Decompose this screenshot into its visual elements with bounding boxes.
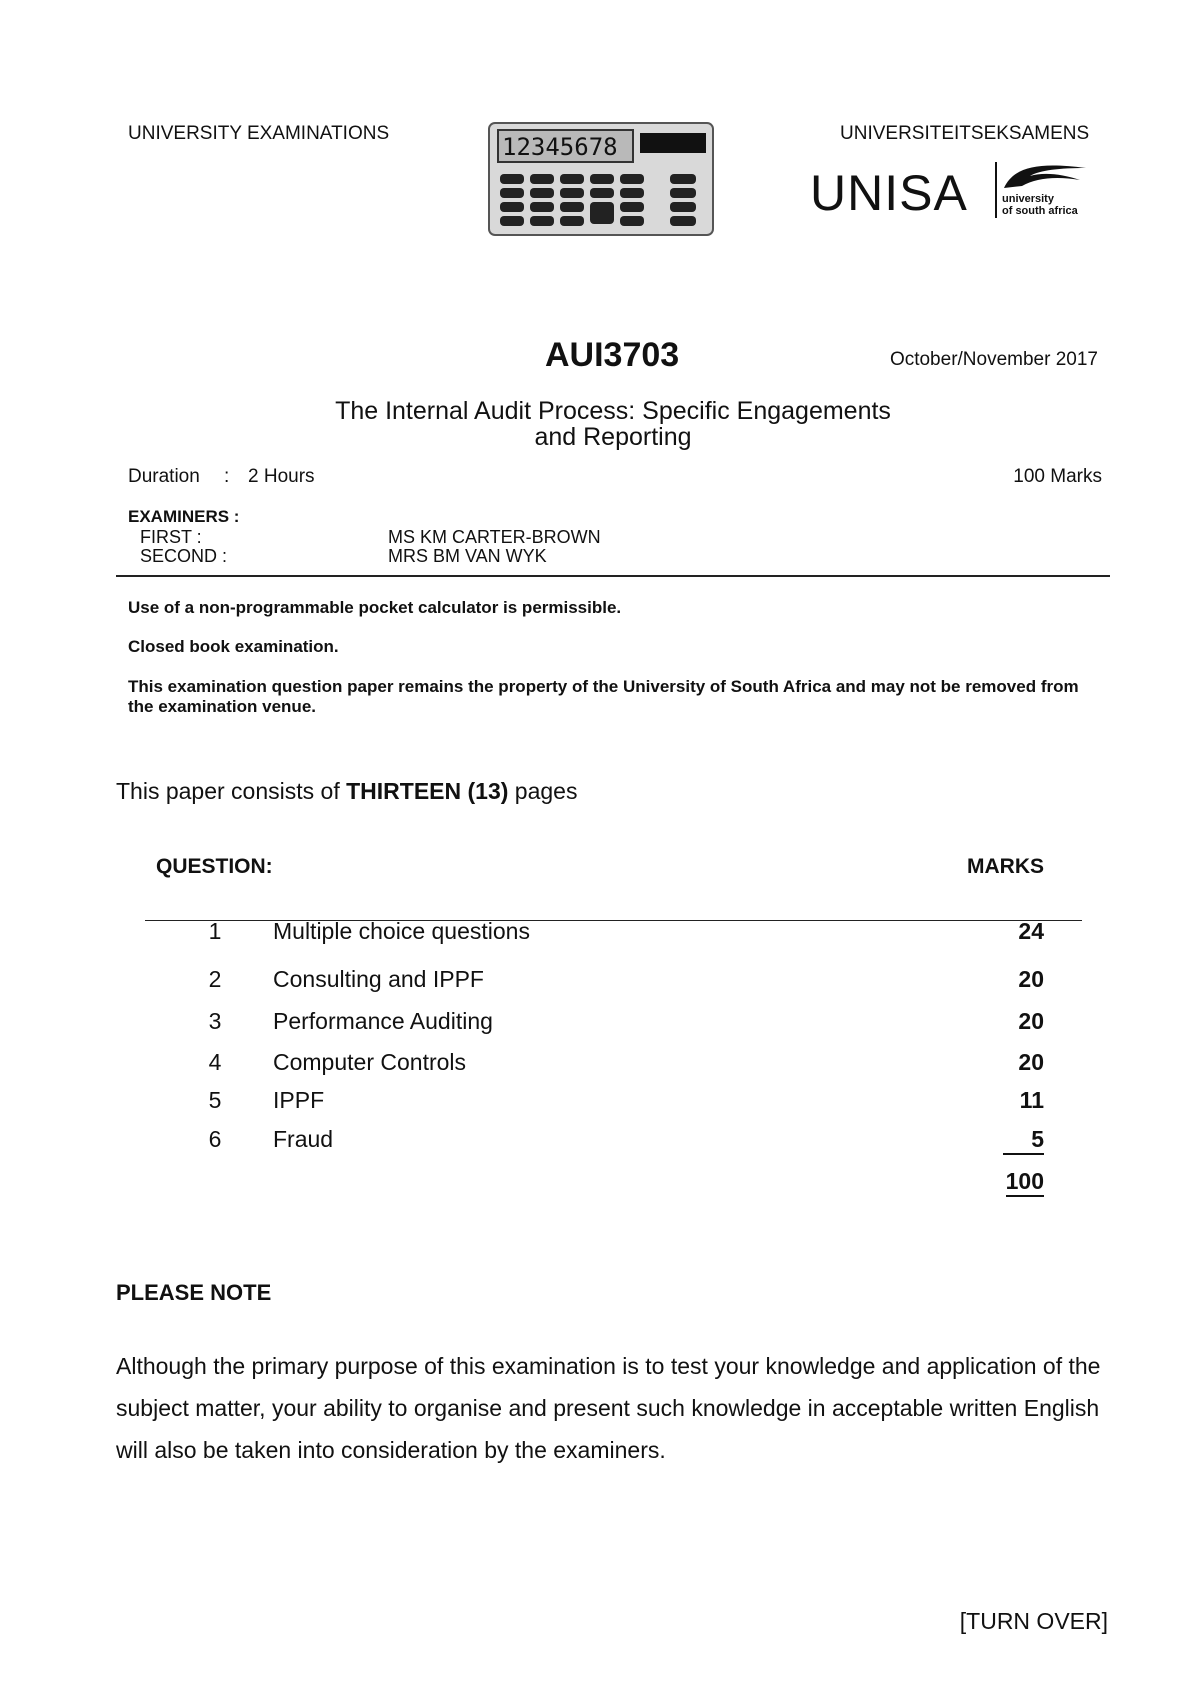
total-marks: 100 Marks [1013,466,1102,487]
header-divider [116,575,1110,577]
question-description: Consulting and IPPF [273,966,484,992]
header-left-text: UNIVERSITY EXAMINATIONS [128,123,390,144]
question-marks: 20 [1018,1008,1044,1034]
turn-over-label: [TURN OVER] [959,1608,1108,1634]
question-marks: 24 [1018,918,1044,944]
second-examiner-label: SECOND : [140,546,228,566]
question-description: Multiple choice questions [273,918,530,944]
question-number: 4 [208,1049,222,1075]
note-body: Although the primary purpose of this examination is to test your knowledge and application of the subject matter, your ability to organise and present such knowledge in acceptable written English will also be taken into consideration by the examiners. [116,1353,1101,1463]
question-number: 3 [208,1008,222,1034]
page-count-statement: This paper consists of THIRTEEN (13) pages [116,778,578,804]
question-row [0,1126,1200,1156]
question-number: 5 [208,1087,222,1113]
question-marks: 20 [1018,1049,1044,1075]
question-description: IPPF [273,1087,325,1113]
calculator-display: 12345678 [502,133,618,161]
logo-divider [995,162,997,218]
unisa-bird-icon [1000,160,1088,190]
exam-title: The Internal Audit Process: Specific Engagements and Reporting [335,397,891,451]
question-description: Fraud [273,1126,334,1152]
module-code: AUI3703 [545,336,680,374]
question-marks: 11 [1019,1087,1044,1113]
exam-date: October/November 2017 [889,349,1098,370]
instruction-property: This examination question paper remains the property of the University of South Africa and may not be removed from the examination venue. [128,677,1079,716]
question-description: Performance Auditing [273,1008,493,1034]
question-number: 2 [208,966,222,992]
question-number: 6 [208,1126,222,1152]
question-marks: 20 [1018,966,1044,992]
total-marks-sum: 100 [1006,1168,1044,1197]
unisa-logo-subtitle: university of south africa [1002,193,1078,217]
duration-value: 2 Hours [248,466,315,487]
first-examiner-label: FIRST : [140,527,202,547]
question-row [0,1008,1200,1038]
instruction-closed-book: Closed book examination. [128,637,339,656]
calculator-icon [488,122,714,236]
question-marks: 5 [1003,1126,1044,1155]
unisa-logo-word: UNISA [810,165,968,221]
question-row [0,1049,1200,1079]
first-examiner-name: MS KM CARTER-BROWN [388,527,601,547]
duration-label: Duration [128,466,200,487]
question-description: Computer Controls [273,1049,467,1075]
duration-separator: : [224,466,230,487]
question-number: 1 [208,918,222,944]
question-row [0,918,1200,948]
examiners-heading: EXAMINERS : [128,507,240,526]
header-right-text: UNIVERSITEITSEKSAMENS [840,123,1090,144]
question-row [0,966,1200,996]
second-examiner-name: MRS BM VAN WYK [388,546,547,566]
marks-column-header: MARKS [967,855,1044,878]
question-row [0,1087,1200,1117]
instruction-calculator: Use of a non-programmable pocket calculator is permissible. [128,598,622,617]
note-heading: PLEASE NOTE [116,1280,272,1305]
question-column-header: QUESTION: [156,855,273,878]
